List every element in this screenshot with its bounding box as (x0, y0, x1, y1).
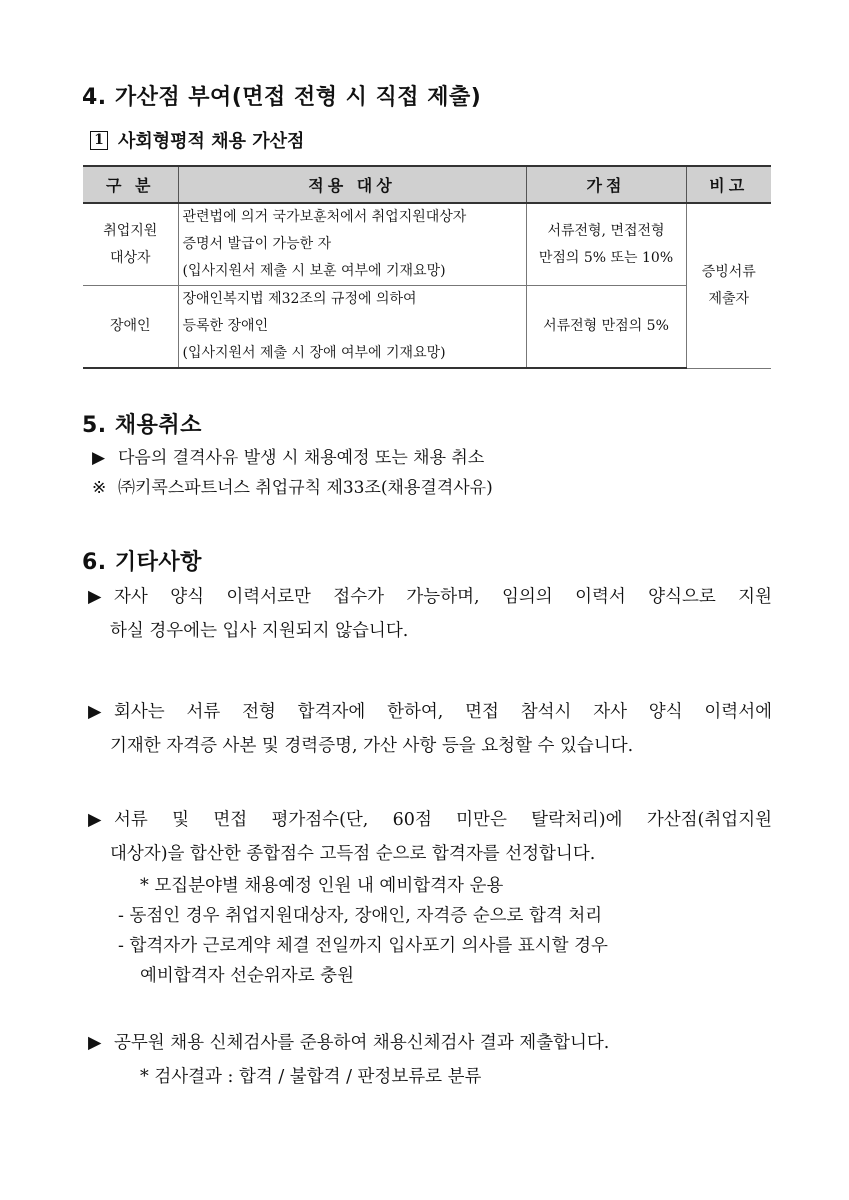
table-row (83, 203, 771, 286)
rule-reference-line (92, 473, 493, 498)
target-line: 장애인복지법 제32조의 규정에 의하여 (182, 291, 417, 307)
paragraph-2 (88, 695, 772, 763)
paragraph-line: 기재한 자격증 사본 및 경력증명, 가산 사항 등을 요청할 수 있습니다. (110, 736, 634, 756)
subsection-title-text: 사회형평적 채용 가산점 (118, 131, 305, 152)
paragraph-line: 대상자)을 합산한 종합점수 고득점 순으로 합격자를 선정합니다. (110, 844, 596, 864)
section-5-title: 5. 채용취소 (82, 413, 202, 438)
header-points: 가점 (526, 166, 686, 203)
target-cell (178, 203, 526, 286)
bonus-points-table (83, 165, 771, 369)
note-line: 증빙서류 (701, 263, 756, 280)
target-line: 등록한 장애인 (182, 318, 269, 334)
paragraph-line (88, 1026, 772, 1060)
paragraph-line (88, 580, 772, 614)
category-cell (83, 203, 178, 286)
paragraph-note: * 검사결과 : 합격 / 불합격 / 판정보류로 분류 (140, 1067, 482, 1087)
target-line: (입사지원서 제출 시 보훈 여부에 기재요망) (182, 263, 446, 279)
table-row (83, 286, 771, 369)
target-line: 증명서 발급이 가능한 자 (182, 236, 332, 252)
points-line: 서류전형, 면접전형 (547, 222, 665, 239)
reference-mark-icon: ※ (92, 478, 107, 498)
paragraph-text: 공무원 채용 신체검사를 준용하여 채용신체검사 결과 제출합니다. (114, 1033, 610, 1053)
header-target: 적용 대상 (178, 166, 526, 203)
paragraph-4 (88, 1026, 772, 1094)
note-line: 제출자 (708, 290, 750, 307)
paragraph-line (88, 695, 772, 729)
paragraph-line: 하실 경우에는 입사 지원되지 않습니다. (110, 621, 409, 641)
triangle-bullet-icon: ▶ (92, 448, 106, 468)
cancel-reason-line (92, 443, 484, 468)
cancel-reason-text: 다음의 결격사유 발생 시 채용예정 또는 채용 취소 (118, 448, 485, 468)
paragraph-1 (88, 580, 772, 648)
points-cell: 서류전형 만점의 5% (526, 286, 686, 369)
paragraph-note: 예비합격자 선순위자로 충원 (140, 966, 354, 986)
paragraph-text: 자사 양식 이력서로만 접수가 가능하며, 임의의 이력서 양식으로 지원 (114, 587, 772, 607)
paragraph-line (88, 803, 772, 837)
category-cell: 장애인 (83, 286, 178, 369)
paragraph-note: * 모집분야별 채용예정 인원 내 예비합격자 운용 (140, 876, 504, 896)
paragraph-note: - 합격자가 근로계약 체결 전일까지 입사포기 의사를 표시할 경우 (118, 936, 608, 956)
paragraph-note: - 동점인 경우 취업지원대상자, 장애인, 자격증 순으로 합격 처리 (118, 906, 603, 926)
rule-reference-text: ㈜키콕스파트너스 취업규칙 제33조(채용결격사유) (118, 478, 493, 498)
triangle-bullet-icon: ▶ (88, 702, 102, 722)
points-line: 만점의 5% 또는 10% (538, 249, 674, 266)
section-4-title: 4. 가산점 부여(면접 전형 시 직접 제출) (82, 85, 482, 110)
target-line: (입사지원서 제출 시 장애 여부에 기재요망) (182, 345, 446, 361)
paragraph-text: 회사는 서류 전형 합격자에 한하여, 면접 참석시 자사 양식 이력서에 (114, 702, 772, 722)
note-cell (686, 203, 771, 368)
table-header-row (83, 166, 771, 203)
triangle-bullet-icon: ▶ (88, 1033, 102, 1053)
paragraph-3 (88, 803, 772, 991)
subsection-number-box: 1 (90, 131, 108, 150)
subsection-title (90, 127, 304, 153)
points-cell (526, 203, 686, 286)
header-category: 구 분 (83, 166, 178, 203)
category-line: 대상자 (109, 249, 151, 266)
target-line: 관련법에 의거 국가보훈처에서 취업지원대상자 (182, 209, 467, 225)
triangle-bullet-icon: ▶ (88, 810, 102, 830)
target-cell (178, 286, 526, 369)
header-note: 비고 (686, 166, 771, 203)
triangle-bullet-icon: ▶ (88, 587, 102, 607)
section-6-title: 6. 기타사항 (82, 550, 202, 575)
category-line: 취업지원 (103, 222, 158, 239)
paragraph-text: 서류 및 면접 평가점수(단, 60점 미만은 탈락처리)에 가산점(취업지원 (114, 810, 772, 830)
